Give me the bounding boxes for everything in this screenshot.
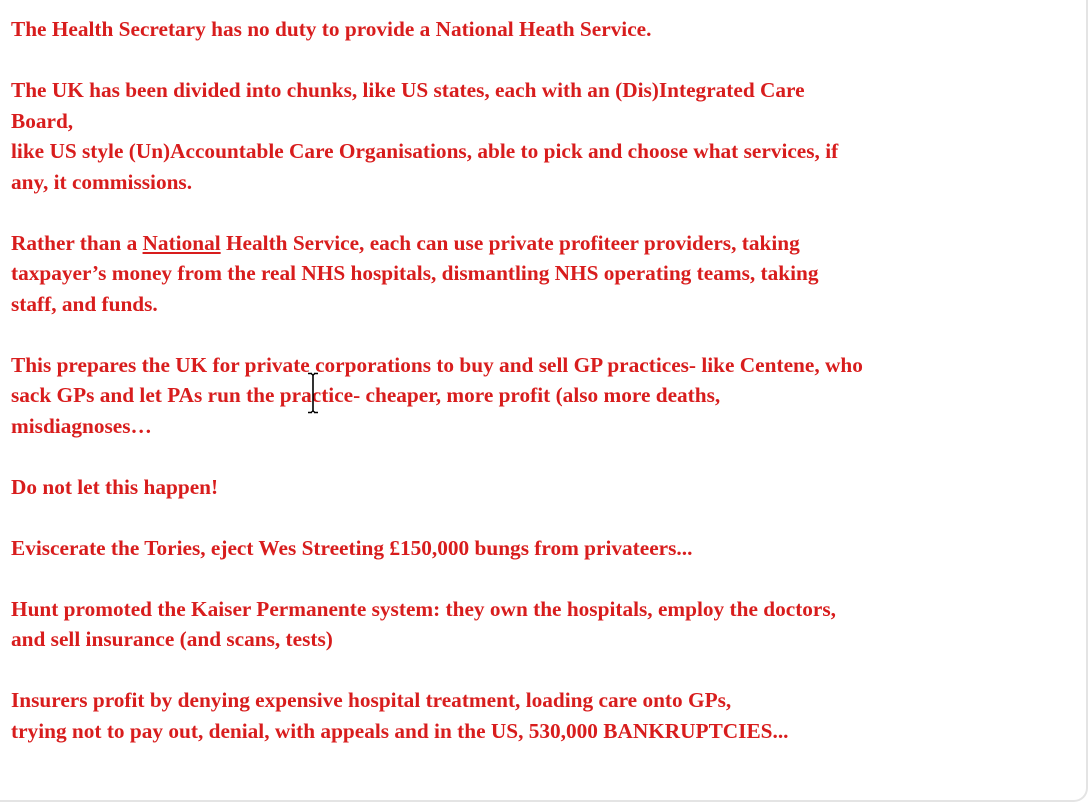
paragraph-line: This prepares the UK for private corporations to buy and sell GP practices- like Centene, who <box>11 352 863 377</box>
paragraph-line: Eviscerate the Tories, eject Wes Streeting £150,000 bungs from privateers... <box>11 535 693 560</box>
paragraph-line: Insurers profit by denying expensive hospital treatment, loading care onto GPs, <box>11 688 732 712</box>
paragraph-health-secretary <box>11 14 1077 45</box>
paragraph-integrated-care-boards <box>11 75 1077 197</box>
paragraph-line: sack GPs and let PAs run the practice- cheaper, more profit (also more deaths, <box>11 383 721 407</box>
paragraph-insurers <box>11 685 1077 746</box>
paragraph-line: and sell insurance (and scans, tests) <box>11 627 333 651</box>
paragraph-line: taxpayer’s money from the real NHS hospitals, dismantling NHS operating teams, taking <box>11 261 819 285</box>
paragraph-eviscerate <box>11 533 1077 564</box>
text-segment: Rather than a <box>11 230 143 255</box>
paragraph-do-not-let <box>11 472 1077 503</box>
underlined-word-national: National <box>142 230 221 255</box>
paragraph-line: The UK has been divided into chunks, like US states, each with an (Dis)Integrated Care <box>11 78 805 102</box>
document-body <box>11 14 1077 777</box>
paragraph-line: Board, <box>11 108 74 133</box>
text-cursor-icon <box>306 372 320 414</box>
paragraph-line <box>11 228 1077 259</box>
paragraph-line: like US style (Un)Accountable Care Organisations, able to pick and choose what services, if <box>11 139 839 163</box>
paragraph-line: any, it commissions. <box>11 169 193 194</box>
paragraph-kaiser-permanente <box>11 594 1077 655</box>
paragraph-line: misdiagnoses… <box>11 413 152 438</box>
paragraph-line: Do not let this happen! <box>11 474 219 499</box>
paragraph-line: trying not to pay out, denial, with appeals and in the US, 530,000 BANKRUPTCIES... <box>11 718 789 743</box>
text-segment: Health Service, each can use private profiteer providers, taking <box>220 230 800 255</box>
paragraph-line: The Health Secretary has no duty to provide a National Heath Service. <box>11 17 652 41</box>
paragraph-private-providers <box>11 228 1077 320</box>
paragraph-gp-practices <box>11 350 1077 442</box>
paragraph-line: Hunt promoted the Kaiser Permanente system: they own the hospitals, employ the doctors, <box>11 596 836 621</box>
paragraph-line: staff, and funds. <box>11 291 158 316</box>
